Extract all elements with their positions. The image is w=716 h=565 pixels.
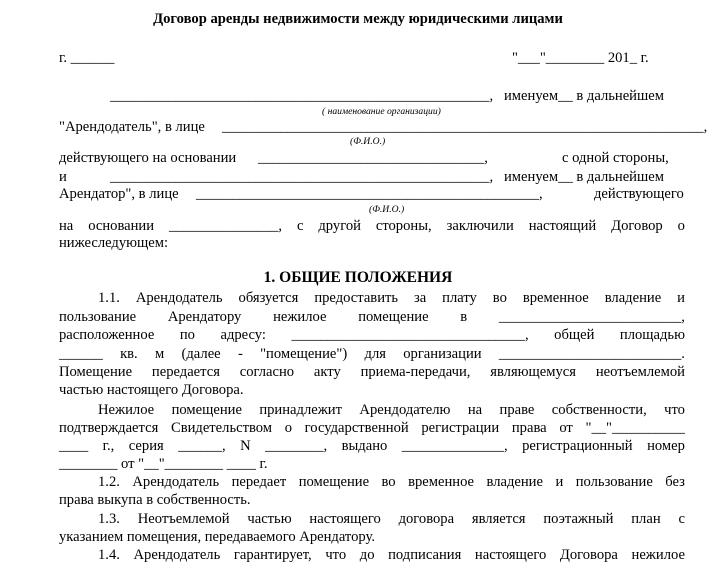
ownership-line-4: ________ от "__"________ ____ г. [59,456,268,472]
clause-1-1-line-1: 1.1. Арендодатель обязуется предоставить за плату во временное владение и [98,290,685,306]
document-title: Договор аренды недвижимости между юридическими лицами [153,11,563,27]
clause-1-2-line-1: 1.2. Арендодатель передает помещение во временное владение и пользование без [98,474,685,490]
and-conjunction: и [59,169,67,185]
landlord-name-blank: ____________________________________________________, [110,88,494,104]
clause-1-1-line-4: ______ кв. м (далее - "помещение") для организации _________________________. [59,346,685,362]
tenant-acting-text: действующего [594,186,684,202]
ownership-line-2: подтверждается Свидетельством о государственной регистрации права от "__"__________ [59,420,685,436]
tenant-represented-label: Арендатор", в лице [59,186,179,202]
landlord-representative-blank: __________________________________________________________________, [222,119,708,135]
clause-1-1-line-5: Помещение передается согласно акту приема-передачи, являющемуся неотъемлемой [59,364,685,380]
ownership-line-1: Нежилое помещение принадлежит Арендодателю на праве собственности, что [98,402,685,418]
organization-name-note: ( наименование организации) [322,106,441,117]
tenant-representative-blank: _______________________________________________, [196,186,543,202]
contract-place: г. ______ [59,50,115,66]
landlord-represented-label: "Арендодатель", в лице [59,119,205,135]
clause-1-4-line-1: 1.4. Арендодатель гарантирует, что до подписания настоящего Договора нежилое [98,547,685,563]
following-text: нижеследующем: [59,235,169,251]
clause-1-1-line-6: частью настоящего Договора. [59,382,244,398]
landlord-basis-blank: _______________________________, [258,150,488,166]
fio-note-tenant: (Ф.И.О.) [369,204,405,215]
tenant-named-text: именуем__ в дальнейшем [504,169,664,185]
landlord-named-text: именуем__ в дальнейшем [504,88,664,104]
agreement-concluded-line: на основании _______________, с другой стороны, заключили настоящий Договор о [59,218,685,234]
clause-1-3-line-2: указанием помещения, передаваемого Арендатору. [59,529,375,545]
tenant-name-blank: ____________________________________________________, [110,169,494,185]
landlord-basis-label: действующего на основании [59,150,237,166]
fio-note-landlord: (Ф.И.О.) [350,136,386,147]
one-side-text: с одной стороны, [562,150,669,166]
clause-1-3-line-1: 1.3. Неотъемлемой частью настоящего договора является поэтажный план с [98,511,685,527]
ownership-line-3: ____ г., серия ______, N ________, выдано ______________, регистрационный номер [59,438,685,454]
clause-1-1-line-3: расположенное по адресу: ________________________________, общей площадью [59,327,685,343]
section-heading-general: 1. ОБЩИЕ ПОЛОЖЕНИЯ [263,269,453,286]
contract-date: "___"________ 201_ г. [512,50,649,66]
clause-1-1-line-2: пользование Арендатору нежилое помещение в _________________________, [59,309,685,325]
clause-1-2-line-2: права выкупа в собственность. [59,492,251,508]
